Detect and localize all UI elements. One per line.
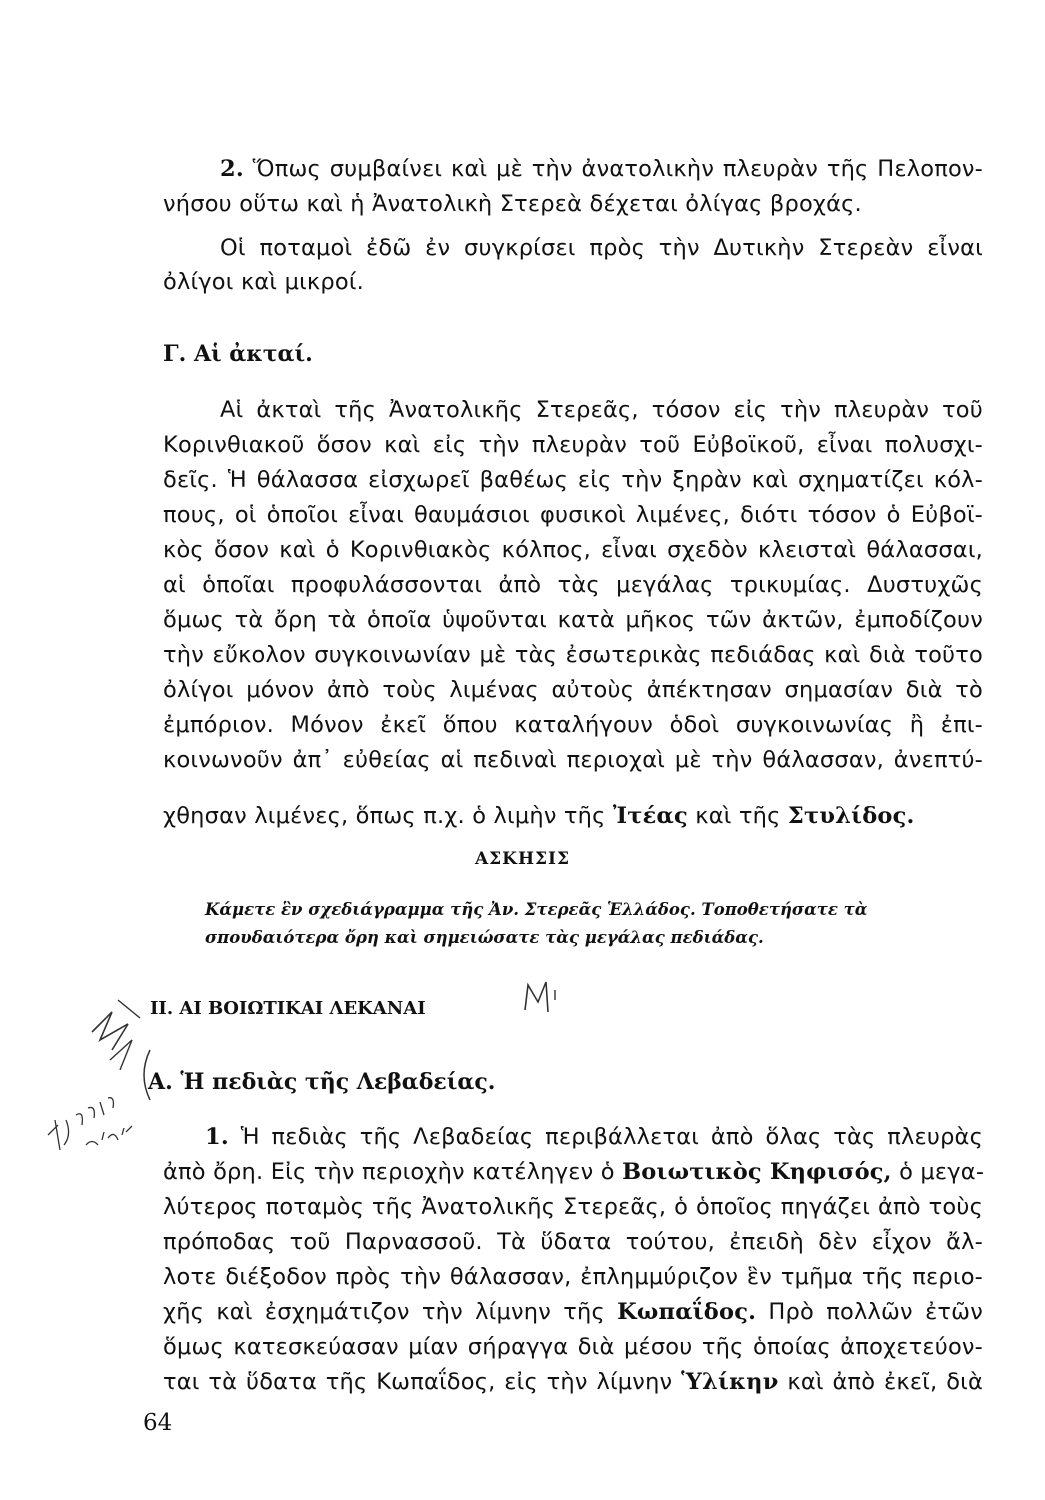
gamma-line-10: ἐμπόριον. Μόνον ἐκεῖ ὅπου καταλήγουν ὁδοὶ συγκοινωνίας ἢ ἐπι- (163, 712, 983, 738)
gamma-line-9: ὀλίγοι μόνον ἀπὸ τοὺς λιμένας αὐτοὺς ἀπέκτησαν σημασίαν διὰ τὸ (163, 677, 983, 703)
page-number: 64 (143, 1410, 173, 1436)
gamma-line-5: κὸς ὅσον καὶ ὁ Κορινθιακὸς κόλπος, εἶναι σχεδὸν κλεισταὶ θάλασσαι, (163, 537, 983, 563)
paragraph-number: 2. (220, 156, 244, 182)
A-line-8: ται τὰ ὕδατα τῆς Κωπαΐδος, εἰς τὴν λίμνην Ὑλίκην καὶ ἀπὸ ἐκεῖ, διὰ (163, 1369, 983, 1395)
place-iteas: Ἰτέας (612, 803, 688, 829)
gamma-line-7: ὅμως τὰ ὄρη τὰ ὁποῖα ὑψοῦνται κατὰ μῆκος τῶν ἀκτῶν, ἐμποδίζουν (163, 607, 983, 633)
paragraph-2-line-2: νήσου οὕτω καὶ ἡ Ἀνατολικὴ Στερεὰ δέχεται ὀλίγας βροχάς. (163, 191, 862, 217)
A-line-1: 1. Ἡ πεδιὰς τῆς Λεβαδείας περιβάλλεται ἀπὸ ὅλας τὰς πλευρὰς (205, 1124, 983, 1150)
exercise-title: ΑΣΚΗΣΙΣ (474, 849, 571, 869)
lake-yliki: Ὑλίκην (681, 1369, 779, 1395)
lake-kopais: Κωπαΐδος. (617, 1299, 757, 1325)
handwritten-bracket (144, 1050, 150, 1100)
gamma-line-12: χθησαν λιμένες, ὅπως π.χ. ὁ λιμὴν τῆς Ἰτέας καὶ τῆς Στυλίδος. (163, 803, 915, 829)
gamma-line-1: Αἱ ἀκταὶ τῆς Ἀνατολικῆς Στερεᾶς, τόσον εἰς τὴν πλευρὰν τοῦ (220, 397, 983, 423)
paragraph-number: 1. (205, 1124, 229, 1150)
handwritten-m-right (525, 982, 548, 1012)
place-stylidos: Στυλίδος. (787, 803, 915, 829)
gamma-line-8: τὴν εὔκολον συγκοινωνίαν μὲ τὰς ἐσωτερικὰς πεδιάδας καὶ διὰ τοῦτο (163, 642, 983, 668)
gamma-line-4: πους, οἱ ὁποῖοι εἶναι θαυμάσιοι φυσικοὶ λιμένες, διότι τόσον ὁ Εὐβοϊ- (163, 502, 983, 528)
gamma-line-6: αἱ ὁποῖαι προφυλάσσονται ἀπὸ τὰς μεγάλας τρικυμίας. Δυστυχῶς (163, 572, 983, 598)
A-line-6: χῆς καὶ ἐσχημάτιζον τὴν λίμνην τῆς Κωπαΐδος. Πρὸ πολλῶν ἐτῶν (163, 1299, 983, 1325)
handwritten-m-left (92, 1012, 128, 1050)
A-line-2: ἀπὸ ὄρη. Εἰς τὴν περιοχὴν κατέληγεν ὁ Βοιωτικὸς Κηφισός, ὁ μεγα- (163, 1159, 985, 1185)
paragraph-2-line-1: 2. Ὅπως συμβαίνει καὶ μὲ τὴν ἀνατολικὴν πλευρὰν τῆς Πελοπον- (220, 156, 983, 182)
river-kifisos: Βοιωτικὸς Κηφισός, (622, 1159, 892, 1185)
gamma-line-3: δεῖς. Ἡ θάλασσα εἰσχωρεῖ βαθέως εἰς τὴν ξηρὰν καὶ σχηματίζει κόλ- (163, 467, 983, 493)
handwritten-note (48, 1098, 113, 1150)
exercise-line-1: Κάμετε ἓν σχεδιάγραμμα τῆς Ἀν. Στερεᾶς Ἑλλάδος. Τοποθετήσατε τὰ (205, 900, 868, 919)
section-gamma-title: Γ. Αἱ ἀκταί. (163, 341, 313, 367)
exercise-line-2: σπουδαιότερα ὄρη καὶ σημειώσατε τὰς μεγάλας πεδιάδας. (205, 928, 764, 947)
paragraph-2-line-3: Οἱ ποταμοὶ ἐδῶ ἐν συγκρίσει πρὸς τὴν Δυτικὴν Στερεὰν εἶναι (220, 235, 983, 261)
A-line-3: λύτερος ποταμὸς τῆς Ἀνατολικῆς Στερεᾶς, ὁ ὁποῖος πηγάζει ἀπὸ τοὺς (163, 1194, 983, 1220)
A-line-5: λοτε διέξοδον πρὸς τὴν θάλασσαν, ἐπλημμύριζον ἓν τμῆμα τῆς περιο- (163, 1264, 983, 1290)
A-line-7: ὅμως κατεσκεύασαν μίαν σήραγγα διὰ μέσου τῆς ὁποίας ἀποχετεύον- (163, 1334, 983, 1360)
section-A-title: Α. Ἡ πεδιὰς τῆς Λεβαδείας. (148, 1069, 496, 1095)
gamma-line-2: Κορινθιακοῦ ὅσον καὶ εἰς τὴν πλευρὰν τοῦ Εὐβοϊκοῦ, εἶναι πολυσχι- (163, 432, 983, 458)
gamma-line-11: κοινωνοῦν ἀπ᾽ εὐθείας αἱ πεδιναὶ περιοχαὶ μὲ τὴν θάλασσαν, ἀνεπτύ- (163, 747, 983, 773)
A-line-4: πρόποδας τοῦ Παρνασσοῦ. Τὰ ὕδατα τούτου, ἐπειδὴ δὲν εἶχον ἄλ- (163, 1229, 983, 1255)
section-II-title: II. ΑΙ ΒΟΙΩΤΙΚΑΙ ΛΕΚΑΝΑΙ (150, 998, 426, 1019)
paragraph-2-line-4: ὀλίγοι καὶ μικροί. (163, 269, 365, 295)
